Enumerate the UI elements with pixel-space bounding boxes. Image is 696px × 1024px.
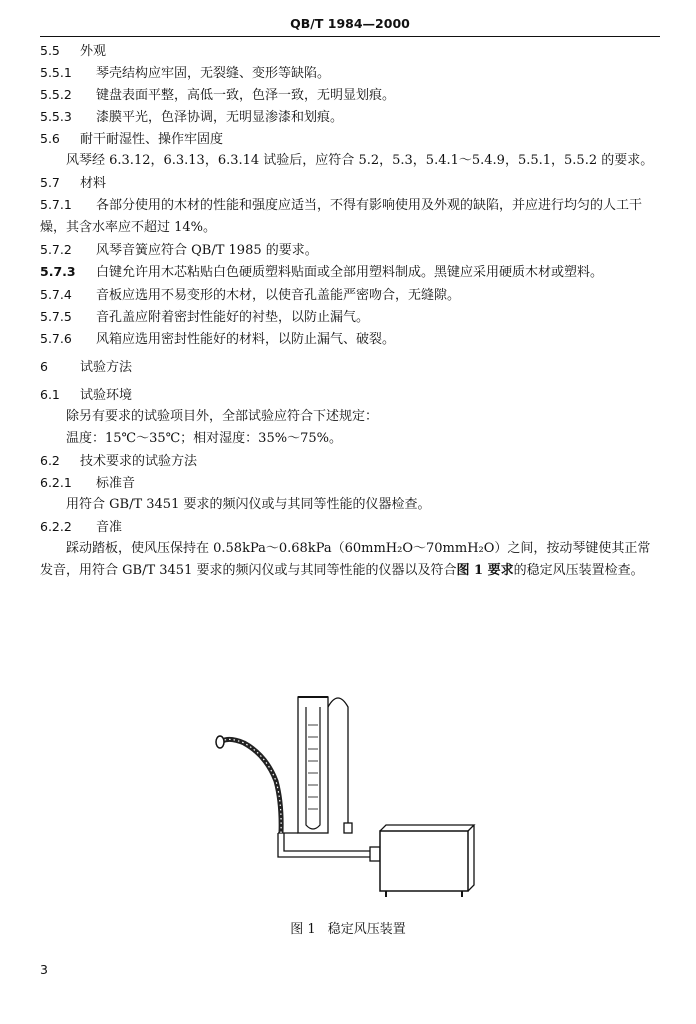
heading-5-7: 5.7 材料: [40, 175, 107, 191]
stable-air-pressure-apparatus-figure: [200, 685, 500, 910]
page-number: 3: [40, 962, 48, 977]
paragraph-5-6: 风琴经 6.3.12，6.3.13，6.3.14 试验后，应符合 5.2，5.3，5.4.1～5.4.9，5.5.1，5.5.2 的要求。: [66, 153, 654, 168]
paragraph-6-1-a: 除另有要求的试验项目外，全部试验应符合下述规定：: [66, 409, 379, 424]
heading-6: 6 试验方法: [40, 359, 133, 375]
paragraph-6-2-2: 踩动踏板，使风压保持在 0.58kPa～0.68kPa（60mmH₂O～70mmH₂O）之间，按动琴键使其正常发音，用符合 GB/T 3451 要求的频闪仪或与其同等性能的仪器以及符合图 1 要求的稳定风压装置检查。: [40, 541, 651, 578]
clause-5-5-3: 5.5.3 漆膜平光，色泽协调，无明显渗漆和划痕。: [40, 109, 344, 125]
corrugated-hose: [222, 739, 281, 833]
paragraph-6-2-1: 用符合 GB/T 3451 要求的频闪仪或与其同等性能的仪器检查。: [66, 497, 431, 512]
clause-5-7-6: 5.7.6 风箱应选用密封性能好的材料，以防止漏气、破裂。: [40, 331, 396, 347]
clause-5-7-4: 5.7.4 音板应选用不易变形的木材，以使音孔盖能严密吻合，无缝隙。: [40, 287, 461, 303]
manometer-board: [298, 697, 328, 833]
heading-5-6: 5.6 耐干耐湿性、操作牢固度: [40, 131, 224, 147]
heading-5-5: 5.5 外观: [40, 43, 107, 59]
base-pipe: [278, 833, 378, 857]
page-body: [40, 40, 660, 582]
paragraph-6-1-b: 温度：15℃～35℃；相对湿度：35%～75%。: [66, 431, 342, 446]
figure-label: 图 1: [290, 922, 316, 937]
clause-5-7-1: 5.7.1 各部分使用的木材的性能和强度应适当，不得有影响使用及外观的缺陷，并应进行均匀的人工干燥，其含水率应不超过 14%。: [40, 197, 643, 235]
clause-5-5-1: 5.5.1 琴壳结构应牢固，无裂缝、变形等缺陷。: [40, 65, 331, 81]
heading-6-2-2: 6.2.2 音准: [40, 519, 123, 535]
heading-6-2: 6.2 技术要求的试验方法: [40, 453, 198, 469]
clause-5-7-3: 5.7.3 白键允许用木芯粘贴白色硬质塑料贴面或全部用塑料制成。黑键应采用硬质木材或塑料。: [40, 264, 604, 280]
figure-title: 稳定风压装置: [327, 922, 406, 937]
clause-5-5-2: 5.5.2 键盘表面平整，高低一致，色泽一致，无明显划痕。: [40, 87, 396, 103]
standard-number: QB/T 1984—2000: [290, 16, 410, 31]
air-source-box: [380, 825, 474, 897]
figure-caption: [0, 918, 696, 937]
clause-5-7-2: 5.7.2 风琴音簧应符合 QB/T 1985 的要求。: [40, 242, 318, 258]
valve: [344, 823, 352, 833]
heading-6-2-1: 6.2.1 标准音: [40, 475, 136, 491]
heading-6-1: 6.1 试验环境: [40, 387, 133, 403]
running-header: [40, 14, 660, 37]
clause-5-7-5: 5.7.5 音孔盖应附着密封性能好的衬垫，以防止漏气。: [40, 309, 370, 325]
